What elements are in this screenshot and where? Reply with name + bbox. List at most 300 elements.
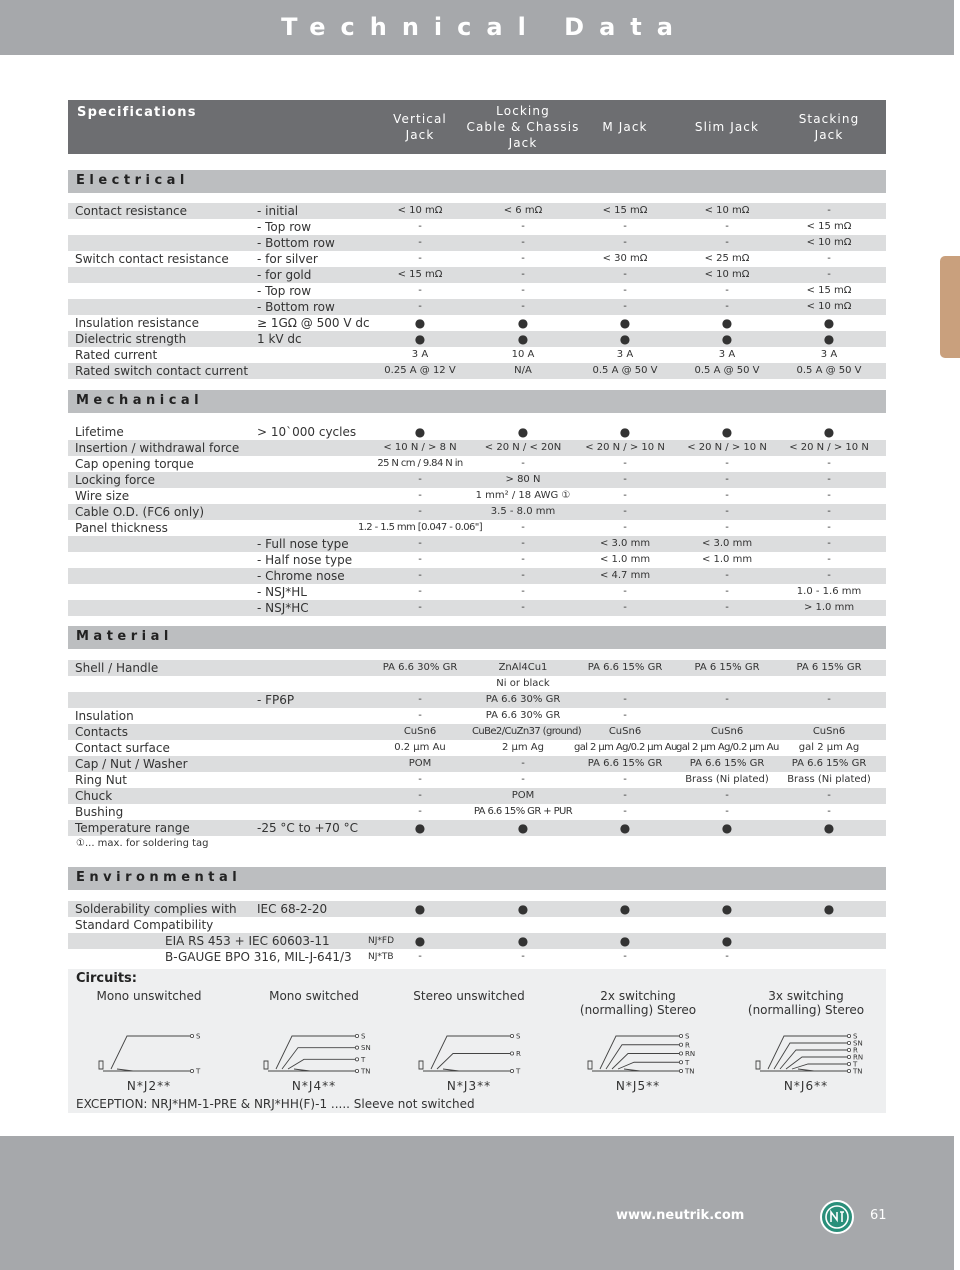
cell-value: - (521, 522, 525, 533)
cell-value: - (827, 790, 831, 801)
cell-value: - (725, 301, 729, 312)
pin-label: S (853, 1032, 858, 1041)
table-row (68, 740, 886, 756)
circuit-diagram (389, 989, 549, 1099)
cell-value: - (418, 554, 422, 565)
cell-value: < 20 N / > 10 N (789, 442, 869, 453)
column-header-2: M Jack (602, 120, 648, 134)
cell-value: - (725, 285, 729, 296)
table-row (68, 676, 886, 692)
cell-value: - (827, 506, 831, 517)
cell-value: - (725, 602, 729, 613)
cell-value: - (521, 285, 525, 296)
row-label: Chuck (75, 789, 113, 803)
cell-value: 0.2 µm Au (394, 742, 446, 753)
table-row (68, 660, 886, 676)
section-material: Material (68, 626, 886, 649)
table-row (68, 584, 886, 600)
cell-value: - (623, 586, 627, 597)
pin-label: T (361, 1055, 366, 1064)
cell-value: - (418, 570, 422, 581)
cell-value: - (827, 490, 831, 501)
cell-value: - (623, 774, 627, 785)
cell-value: - (521, 301, 525, 312)
circuit-diagram (234, 989, 394, 1099)
pin-label: SN (361, 1044, 371, 1053)
cell-value: ● (414, 934, 426, 948)
cell-value: - (725, 490, 729, 501)
row-condition: ≥ 1GΩ @ 500 V dc (257, 316, 370, 330)
cell-value: - (725, 474, 729, 485)
cell-value: - (418, 538, 422, 549)
table-row (68, 283, 886, 299)
cell-value: - (623, 221, 627, 232)
row-label: Locking force (75, 473, 155, 487)
cell-value: gal 2 µm Ag (798, 742, 860, 753)
cell-value: - (623, 522, 627, 533)
cell-value: ● (517, 902, 529, 916)
cell-value: - (418, 237, 422, 248)
row-label: EIA RS 453 + IEC 60603-11 (165, 934, 330, 948)
cell-value: < 10 mΩ (704, 269, 750, 280)
row-condition: - NSJ*HC (257, 601, 309, 615)
circuit-part-number: N*J3** (446, 1079, 492, 1093)
table-row (68, 917, 886, 933)
cell-value: < 10 mΩ (397, 205, 443, 216)
row-condition: - Full nose type (257, 537, 349, 551)
circuit-diagram (69, 989, 229, 1099)
cell-value: < 20 N / < 20N (484, 442, 562, 453)
cell-value: - (827, 458, 831, 469)
table-row (68, 504, 886, 520)
cell-value: - (827, 205, 831, 216)
cell-value: 3.5 - 8.0 mm (490, 506, 556, 517)
cell-value: - (623, 474, 627, 485)
cell-value: - (418, 490, 422, 501)
cell-value: PA 6.6 30% GR (382, 662, 458, 673)
cell-value: - (418, 221, 422, 232)
circuits-title: Circuits: (76, 971, 137, 986)
row-label: Temperature range (75, 821, 190, 835)
row-condition: IEC 68-2-20 (257, 902, 328, 916)
pin-label: TN (361, 1067, 371, 1076)
cell-value: < 15 mΩ (602, 205, 648, 216)
row-condition: - Top row (257, 220, 312, 234)
cell-value: ● (823, 902, 835, 916)
row-condition: - NSJ*HL (257, 585, 307, 599)
cell-value: - (725, 570, 729, 581)
cell-value: ZnAl4Cu1 (498, 662, 548, 673)
table-row (68, 331, 886, 347)
column-header-4: Stacking Jack (798, 112, 860, 142)
cell-value: - (418, 951, 422, 962)
circuit-name: (normalling) Stereo (747, 1003, 865, 1017)
table-row (68, 901, 886, 917)
page-title: Technical Data (281, 13, 688, 41)
cell-value: - (418, 506, 422, 517)
cell-value: - (827, 538, 831, 549)
pin-label: R (516, 1050, 521, 1058)
cell-value: - (725, 790, 729, 801)
cell-value: - (827, 253, 831, 264)
spec-header (68, 100, 886, 154)
cell-value: > 1.0 mm (803, 602, 855, 613)
row-label: Wire size (75, 489, 130, 503)
pin-label: S (196, 1032, 201, 1041)
cell-value: < 10 mΩ (704, 205, 750, 216)
table-row (68, 235, 886, 251)
row-label: Contact resistance (75, 204, 188, 218)
table-row (68, 203, 886, 219)
table-row (68, 552, 886, 568)
table-row (68, 820, 886, 836)
section-environmental: Environmental (68, 867, 886, 890)
cell-value: CuBe2/CuZn37 (ground) (472, 726, 582, 737)
cell-value: ● (619, 425, 631, 439)
cell-value: ● (517, 934, 529, 948)
cell-value: - (521, 253, 525, 264)
cell-value: PA 6.6 15% GR (689, 758, 765, 769)
pin-label: RN (853, 1053, 864, 1062)
pin-label: SN (853, 1039, 863, 1048)
cell-value: - (623, 458, 627, 469)
row-condition: > 10`000 cycles (257, 425, 357, 439)
cell-value: < 10 N / > 8 N (383, 442, 457, 453)
cell-value: - (623, 602, 627, 613)
pin-label: T (853, 1060, 858, 1069)
exception-note: EXCEPTION: NRJ*HM-1-PRE & NRJ*HH(F)-1 ..... Sleeve not switched (76, 1097, 475, 1111)
cell-value: 1.2 - 1.5 mm [0.047 - 0.06"] (357, 522, 483, 533)
row-condition: - for silver (257, 252, 318, 266)
cell-value: 3 A (820, 349, 838, 360)
row-type-tag: NJ*TB (368, 952, 394, 962)
cell-value: - (521, 586, 525, 597)
pin-label: S (516, 1032, 521, 1041)
cell-value: 10 A (511, 349, 535, 360)
cell-value: - (521, 237, 525, 248)
cell-value: 3 A (616, 349, 634, 360)
row-label: Rated current (75, 348, 158, 362)
cell-value: - (827, 570, 831, 581)
table-row (68, 520, 886, 536)
row-condition: - Bottom row (257, 236, 335, 250)
cell-value: PA 6.6 15% GR (587, 662, 663, 673)
row-label: Insertion / withdrawal force (75, 441, 240, 455)
row-condition: - Top row (257, 284, 312, 298)
row-label: Solderability complies with (75, 902, 237, 916)
cell-value: - (418, 285, 422, 296)
cell-value: - (623, 490, 627, 501)
circuits-panel (68, 969, 886, 1113)
row-label: Contacts (75, 725, 128, 739)
cell-value: - (623, 285, 627, 296)
cell-value: ● (721, 902, 733, 916)
row-condition: 1 kV dc (257, 332, 302, 346)
cell-value: ● (721, 934, 733, 948)
cell-value: 0.25 A @ 12 V (384, 365, 456, 376)
cell-value: - (623, 694, 627, 705)
cell-value: CuSn6 (710, 726, 744, 737)
cell-value: ● (517, 316, 529, 330)
spec-header-label: Specifications (77, 105, 197, 120)
table-row (68, 788, 886, 804)
table-row (68, 724, 886, 740)
pin-label: TN (853, 1067, 863, 1076)
row-label: Ring Nut (75, 773, 127, 787)
row-label: Contact surface (75, 741, 170, 755)
row-label: Rated switch contact current (75, 364, 249, 378)
cell-value: - (623, 790, 627, 801)
cell-value: - (418, 586, 422, 597)
row-label: Panel thickness (75, 521, 168, 535)
table-row (68, 708, 886, 724)
cell-value: - (521, 269, 525, 280)
circuit-schematic-icon (93, 1033, 205, 1077)
row-condition: - FP6P (257, 693, 295, 707)
cell-value: - (521, 602, 525, 613)
row-condition: - for gold (257, 268, 312, 282)
column-header-1: Locking Cable & Chassis Jack (466, 104, 580, 150)
table-row (68, 692, 886, 708)
cell-value: N/A (514, 365, 532, 376)
cell-value: POM (408, 758, 432, 769)
cell-value: PA 6.6 30% GR (485, 710, 561, 721)
cell-value: - (418, 774, 422, 785)
circuit-name: (normalling) Stereo (579, 1003, 697, 1017)
circuit-part-number: N*J2** (126, 1079, 172, 1093)
cell-value: CuSn6 (608, 726, 642, 737)
cell-value: ● (721, 821, 733, 835)
cell-value: POM (511, 790, 535, 801)
section-electrical: Electrical (68, 170, 886, 193)
table-row (68, 600, 886, 616)
cell-value: - (725, 221, 729, 232)
pin-label: TN (685, 1067, 695, 1076)
side-tab-marker (940, 256, 960, 358)
cell-value: 2 µm Ag (501, 742, 544, 753)
cell-value: CuSn6 (812, 726, 846, 737)
cell-value: ● (619, 902, 631, 916)
table-row (68, 267, 886, 283)
row-condition: -25 °C to +70 °C (257, 821, 358, 835)
cell-value: 1 mm² / 18 AWG ① (475, 490, 571, 501)
row-label: Cap opening torque (75, 457, 194, 471)
cell-value: ● (619, 332, 631, 346)
cell-value: - (827, 694, 831, 705)
pin-label: T (685, 1058, 690, 1067)
cell-value: 3 A (411, 349, 429, 360)
row-label: Insulation resistance (75, 316, 200, 330)
cell-value: - (725, 458, 729, 469)
cell-value: PA 6.6 30% GR (485, 694, 561, 705)
circuit-part-number: N*J4** (291, 1079, 337, 1093)
cell-value: - (725, 806, 729, 817)
cell-value: ● (619, 934, 631, 948)
circuit-schematic-icon (258, 1033, 370, 1077)
cell-value: < 10 mΩ (806, 301, 852, 312)
cell-value: ● (517, 821, 529, 835)
cell-value: gal 2 µm Ag/0.2 µm Au (574, 742, 677, 753)
cell-value: - (623, 806, 627, 817)
table-row (68, 472, 886, 488)
section-mechanical: Mechanical (68, 390, 886, 413)
cell-value: < 1.0 mm (701, 554, 753, 565)
table-row (68, 424, 886, 440)
circuit-name: Stereo unswitched (413, 989, 525, 1003)
circuit-schematic-icon (413, 1033, 525, 1077)
cell-value: 3 A (718, 349, 736, 360)
table-row (68, 219, 886, 235)
cell-value: - (827, 522, 831, 533)
cell-value: ● (823, 821, 835, 835)
cell-value: - (623, 710, 627, 721)
pin-label: R (853, 1046, 858, 1055)
circuit-diagram (558, 989, 718, 1099)
neutrik-logo-icon (820, 1200, 854, 1234)
cell-value: - (623, 951, 627, 962)
cell-value: - (521, 221, 525, 232)
cell-value: 25 N cm / 9.84 N in (377, 458, 463, 469)
pin-label: T (516, 1067, 521, 1076)
cell-value: - (725, 522, 729, 533)
cell-value: ● (721, 332, 733, 346)
column-header-0: Vertical Jack (393, 112, 447, 142)
cell-value: - (827, 806, 831, 817)
title-bar (0, 0, 954, 55)
cell-value: 0.5 A @ 50 V (796, 365, 862, 376)
cell-value: < 10 mΩ (806, 237, 852, 248)
cell-value: 1.0 - 1.6 mm (796, 586, 862, 597)
table-row (68, 456, 886, 472)
cell-value: - (725, 237, 729, 248)
cell-value: ● (619, 316, 631, 330)
table-row (68, 536, 886, 552)
cell-value: - (418, 790, 422, 801)
cell-value: - (623, 506, 627, 517)
cell-value: Ni or black (496, 678, 550, 689)
table-row (68, 949, 886, 965)
circuit-name: Mono unswitched (96, 989, 202, 1003)
cell-value: - (521, 538, 525, 549)
cell-value: < 15 mΩ (806, 221, 852, 232)
row-label: Standard Compatibility (75, 918, 214, 932)
row-label: Shell / Handle (75, 661, 159, 675)
pin-label: RN (685, 1050, 696, 1058)
table-row (68, 299, 886, 315)
circuit-schematic-icon (750, 1033, 862, 1077)
cell-value: < 4.7 mm (599, 570, 651, 581)
cell-value: ● (414, 316, 426, 330)
table-row (68, 933, 886, 949)
row-label: Lifetime (75, 425, 124, 439)
cell-value: < 25 mΩ (704, 253, 750, 264)
table-row (68, 440, 886, 456)
cell-value: - (623, 269, 627, 280)
cell-value: - (623, 301, 627, 312)
cell-value: 0.5 A @ 50 V (694, 365, 760, 376)
cell-value: ● (721, 425, 733, 439)
row-label: Dielectric strength (75, 332, 187, 346)
cell-value: < 15 mΩ (806, 285, 852, 296)
cell-value: ● (517, 425, 529, 439)
cell-value: - (418, 710, 422, 721)
cell-value: PA 6.6 15% GR (791, 758, 867, 769)
table-row (68, 804, 886, 820)
table-row (68, 315, 886, 331)
cell-value: < 3.0 mm (599, 538, 651, 549)
cell-value: - (521, 570, 525, 581)
table-row (68, 488, 886, 504)
page-footer (0, 1136, 954, 1270)
cell-value: PA 6.6 15% GR + PUR (473, 806, 573, 817)
cell-value: - (418, 602, 422, 613)
table-row (68, 756, 886, 772)
cell-value: - (418, 806, 422, 817)
cell-value: - (521, 774, 525, 785)
cell-value: PA 6.6 15% GR (587, 758, 663, 769)
cell-value: - (418, 474, 422, 485)
cell-value: ● (414, 425, 426, 439)
cell-value: - (521, 554, 525, 565)
row-condition: - Chrome nose (257, 569, 345, 583)
cell-value: < 1.0 mm (599, 554, 651, 565)
cell-value: > 80 N (505, 474, 541, 485)
row-label: Bushing (75, 805, 124, 819)
website-link[interactable]: www.neutrik.com (616, 1208, 745, 1223)
cell-value: < 3.0 mm (701, 538, 753, 549)
footnote: ①... max. for soldering tag (76, 838, 209, 849)
cell-value: - (725, 586, 729, 597)
cell-value: ● (823, 316, 835, 330)
cell-value: - (725, 506, 729, 517)
row-type-tag: NJ*FD (368, 936, 394, 946)
row-label: Cap / Nut / Washer (75, 757, 188, 771)
cell-value: - (418, 253, 422, 264)
row-condition: - Half nose type (257, 553, 353, 567)
cell-value: 0.5 A @ 50 V (592, 365, 658, 376)
page-number: 61 (870, 1208, 887, 1223)
cell-value: < 15 mΩ (397, 269, 443, 280)
cell-value: Brass (Ni plated) (787, 774, 871, 785)
cell-value: ● (619, 821, 631, 835)
cell-value: ● (823, 425, 835, 439)
circuit-schematic-icon (582, 1033, 694, 1077)
circuit-name: 2x switching (600, 989, 676, 1003)
cell-value: < 30 mΩ (602, 253, 648, 264)
cell-value: ● (517, 332, 529, 346)
table-row (68, 363, 886, 379)
cell-value: ● (414, 332, 426, 346)
cell-value: < 6 mΩ (503, 205, 543, 216)
cell-value: - (623, 237, 627, 248)
cell-value: - (725, 694, 729, 705)
cell-value: - (418, 694, 422, 705)
table-row (68, 568, 886, 584)
cell-value: Brass (Ni plated) (685, 774, 769, 785)
cell-value: ● (414, 902, 426, 916)
circuit-part-number: N*J6** (783, 1079, 829, 1093)
cell-value: - (418, 301, 422, 312)
circuit-name: Mono switched (269, 989, 359, 1003)
pin-label: T (196, 1067, 201, 1076)
row-label: Cable O.D. (FC6 only) (75, 505, 204, 519)
cell-value: gal 2 µm Ag/0.2 µm Au (676, 742, 779, 753)
circuit-diagram (726, 989, 886, 1099)
cell-value: ● (823, 332, 835, 346)
row-label: Switch contact resistance (75, 252, 229, 266)
cell-value: - (521, 458, 525, 469)
pin-label: S (685, 1032, 690, 1041)
